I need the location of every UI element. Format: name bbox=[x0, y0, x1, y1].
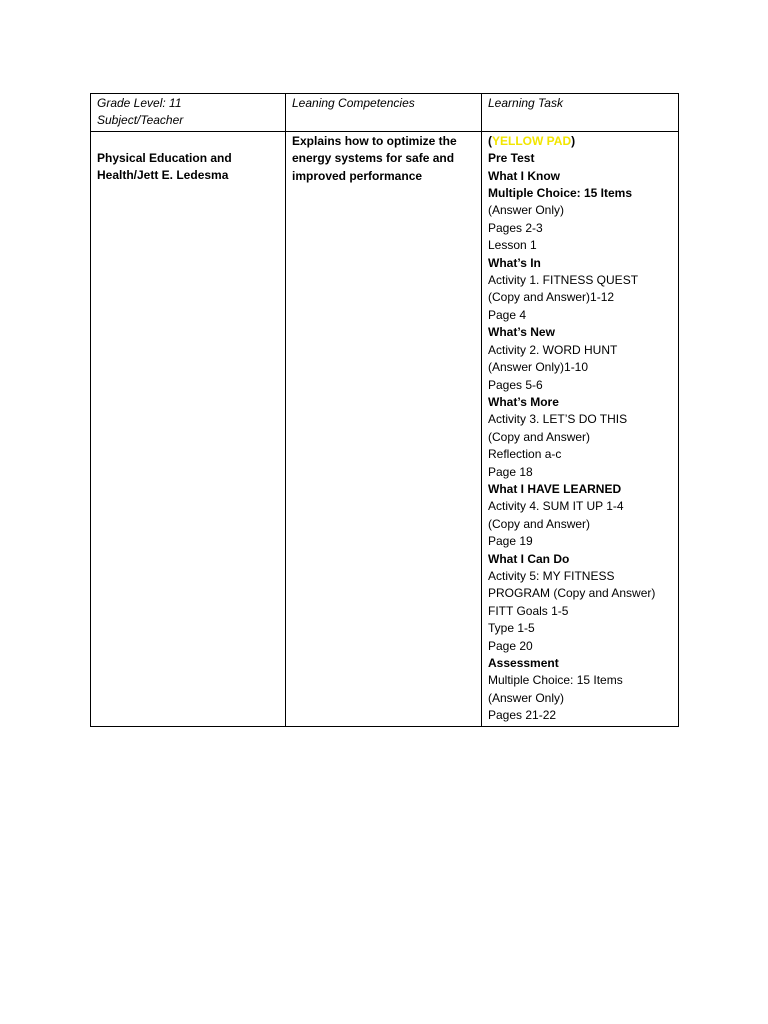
task-line: Page 18 bbox=[488, 464, 533, 479]
task-line: What I Can Do bbox=[488, 551, 570, 566]
header-learning-task: Learning Task bbox=[482, 94, 679, 132]
task-line: Activity 5: MY FITNESS bbox=[488, 568, 615, 583]
learning-schedule-table bbox=[90, 93, 679, 727]
task-line: Assessment bbox=[488, 656, 559, 670]
task-line: What’s In bbox=[488, 255, 541, 270]
task-line: Page 4 bbox=[488, 307, 527, 322]
task-line: What I Know bbox=[488, 168, 560, 183]
competency-line: improved performance bbox=[292, 168, 423, 183]
task-line: Pre Test bbox=[488, 151, 535, 166]
header-grade-level: Grade Level: 11 bbox=[97, 96, 182, 110]
task-line: (Copy and Answer)1-12 bbox=[488, 290, 615, 305]
task-line: Reflection a-c bbox=[488, 447, 562, 462]
task-line: (Answer Only) bbox=[488, 203, 565, 218]
paren-open: ( bbox=[488, 133, 492, 148]
task-line: Pages 2-3 bbox=[488, 220, 543, 235]
task-line: (Answer Only)1-10 bbox=[488, 360, 589, 375]
header-competencies: Leaning Competencies bbox=[286, 94, 482, 132]
task-line: Pages 5-6 bbox=[488, 377, 543, 392]
header-subject-teacher: Subject/Teacher bbox=[97, 113, 184, 128]
task-line: Multiple Choice: 15 Items bbox=[488, 186, 633, 201]
subject-teacher-cell bbox=[91, 131, 286, 726]
task-line: Multiple Choice: 15 Items bbox=[488, 673, 623, 688]
task-line: What’s New bbox=[488, 325, 555, 340]
yellow-pad-note bbox=[488, 133, 672, 150]
task-line: PROGRAM (Copy and Answer) bbox=[488, 586, 656, 601]
task-line: Type 1-5 bbox=[488, 621, 535, 636]
task-line: Activity 4. SUM IT UP 1-4 bbox=[488, 499, 624, 514]
task-line: What I HAVE LEARNED bbox=[488, 481, 622, 496]
task-line: (Answer Only) bbox=[488, 690, 565, 705]
task-line: Activity 2. WORD HUNT bbox=[488, 342, 618, 357]
task-line: FITT Goals 1-5 bbox=[488, 603, 569, 618]
competency-cell bbox=[286, 131, 482, 726]
subject-line: Health/Jett E. Ledesma bbox=[97, 168, 229, 183]
header-grade-subject bbox=[91, 94, 286, 132]
task-line: Page 19 bbox=[488, 534, 533, 549]
table-row bbox=[91, 131, 679, 726]
table-header-row bbox=[91, 94, 679, 132]
task-line: What’s More bbox=[488, 394, 559, 409]
task-list bbox=[488, 150, 672, 724]
competency-line: Explains how to optimize the bbox=[292, 133, 457, 148]
task-line: (Copy and Answer) bbox=[488, 516, 591, 531]
subject-line: Physical Education and bbox=[97, 150, 232, 165]
task-line: Pages 21-22 bbox=[488, 708, 557, 723]
competency-line: energy systems for safe and bbox=[292, 151, 455, 166]
task-line: Lesson 1 bbox=[488, 238, 537, 253]
task-line: Activity 1. FITNESS QUEST bbox=[488, 273, 639, 288]
task-line: Activity 3. LET’S DO THIS bbox=[488, 412, 628, 427]
paren-close: ) bbox=[571, 133, 576, 148]
task-line: Page 20 bbox=[488, 638, 533, 653]
task-line: (Copy and Answer) bbox=[488, 429, 591, 444]
learning-task-cell bbox=[482, 131, 679, 726]
yellow-pad-label: YELLOW PAD bbox=[492, 133, 572, 148]
